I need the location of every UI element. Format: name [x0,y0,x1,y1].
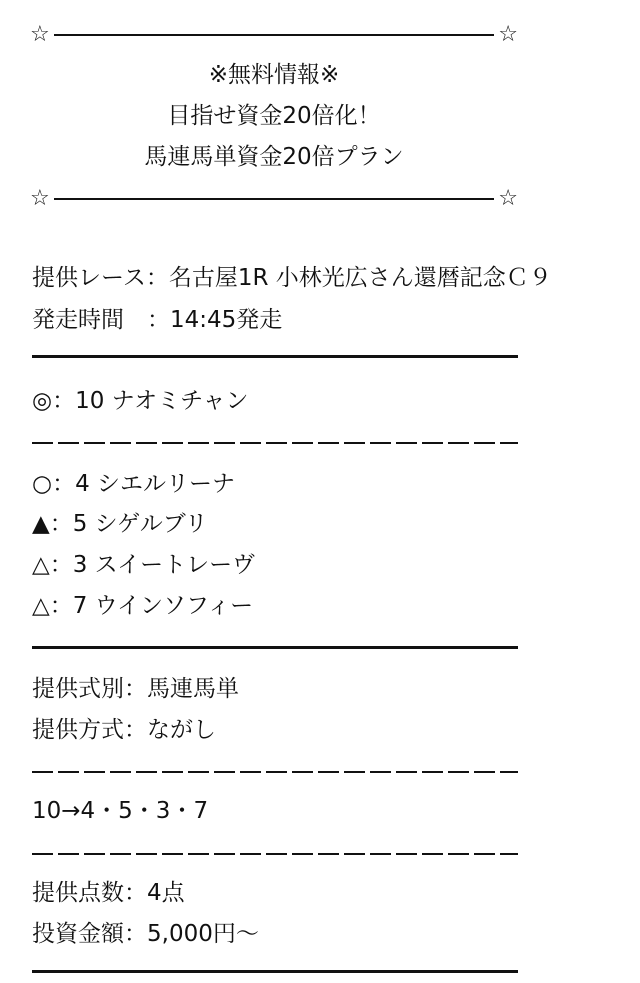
pick-tanana: ▲：5 シゲルブリ [32,511,208,537]
top-star-divider [30,22,518,48]
race-info: 提供レース：名古屋1R 小林光広さん還暦記念Ｃ９ [32,265,552,291]
bet-amount: 投資金額：5,000円〜 [32,921,259,947]
star-icon: ☆ [498,186,518,211]
section-divider [32,970,518,973]
bet-method: 提供方式：ながし [32,717,216,743]
star-divider-line [54,198,494,200]
section-divider [32,355,518,358]
dashed-divider [32,442,518,444]
star-icon: ☆ [498,22,518,47]
pick-taikou: ○：4 シエルリーナ [32,471,236,497]
bottom-star-divider [30,186,518,212]
star-icon: ☆ [30,22,50,47]
bet-type: 提供式別：馬連馬単 [32,676,239,702]
star-icon: ☆ [30,186,50,211]
section-divider [32,646,518,649]
pick-renshita-1: △：3 スイートレーヴ [32,552,256,578]
star-divider-line [54,34,494,36]
dashed-divider [32,853,518,855]
banner-heading: ※無料情報※ [208,62,340,88]
dashed-divider [32,771,518,773]
bet-combination: 10→4・5・3・7 [32,798,209,824]
pick-renshita-2: △：7 ウインソフィー [32,593,254,619]
banner-plan-name: 馬連馬単資金20倍プラン [144,144,404,170]
banner-subheading: 目指せ資金20倍化！ [167,103,381,129]
pick-honmei: ◎：10 ナオミチャン [32,388,249,414]
bet-points: 提供点数：4点 [32,880,185,906]
post-time: 発走時間 ：14:45発走 [32,307,283,333]
